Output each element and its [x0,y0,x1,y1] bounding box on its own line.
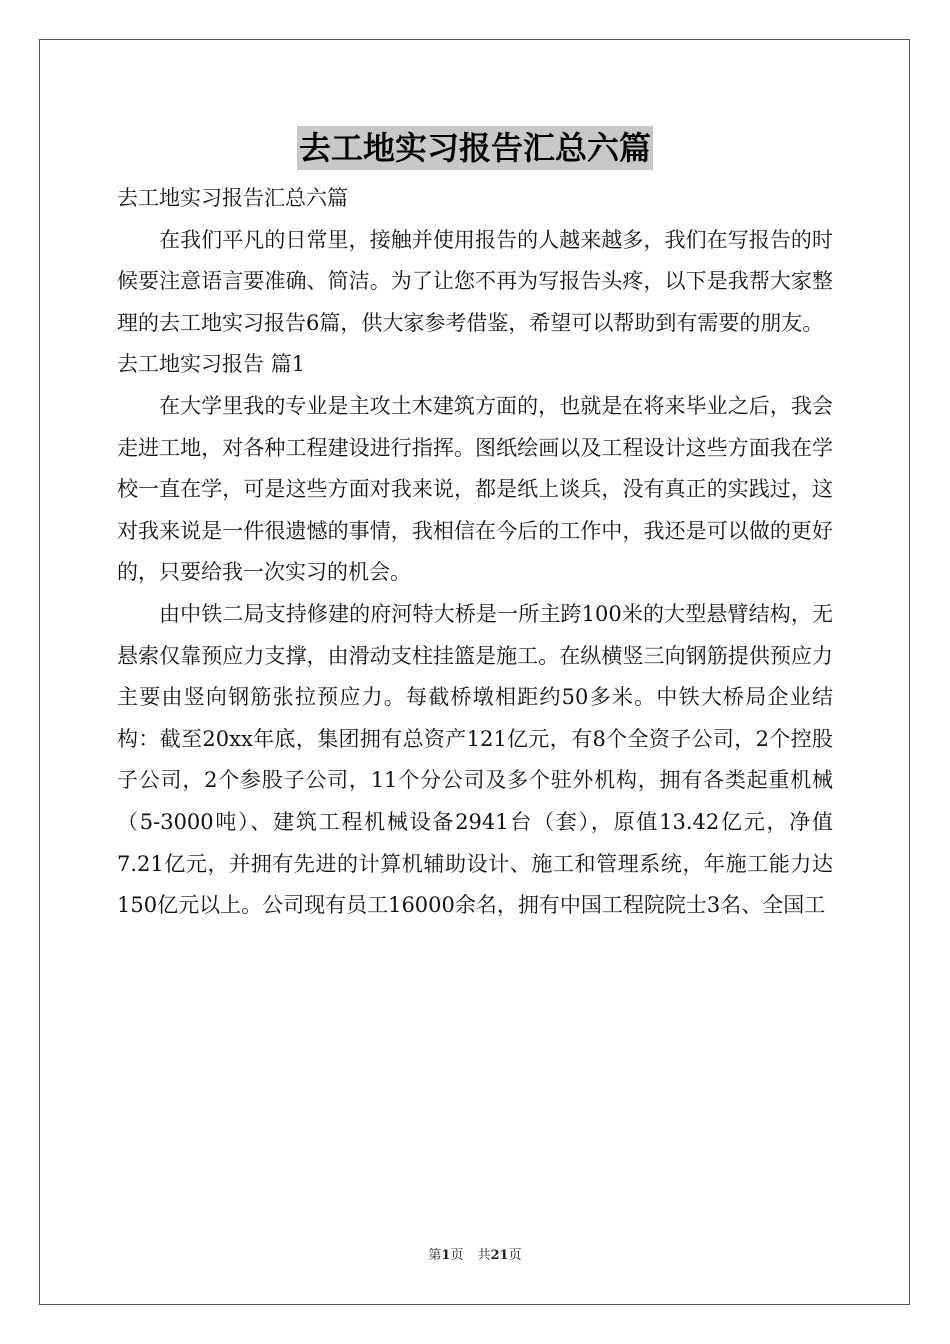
title-area [0,126,950,170]
document-title: 去工地实习报告汇总六篇 [297,126,653,170]
intro-paragraph: 在我们平凡的日常里，接触并使用报告的人越来越多，我们在写报告的时候要注意语言要准确、简洁。为了让您不再为写报告头疼，以下是我帮大家整理的去工地实习报告6篇，供大家参考借鉴，希望可以帮助到有需要的朋友。 [117,227,833,335]
total-unit: 页 [508,1248,522,1263]
total-page-count: 21 [490,1248,509,1263]
body-paragraph: 由中铁二局支持修建的府河特大桥是一所主跨100米的大型悬臂结构，无悬索仅靠预应力支撑，由滑动支柱挂篮是施工。在纵横竖三向钢筋提供预应力主要由竖向钢筋张拉预应力。每截桥墩相距约50多米。中铁大桥局企业结构：截至20xx年底，集团拥有总资产121亿元，有8个全资子公司，2个控股子公司，2个参股子公司，11个分公司及多个驻外机构，拥有各类起重机械（5-3000吨）、建筑工程机械设备2941台（套），原值13.42亿元，净值7.21亿元，并拥有先进的计算机辅助设计、施工和管理系统，年施工能力达150亿元以上。公司现有员工16000余名，拥有中国工程院院士3名、全国工 [117,601,833,918]
document-body [117,178,833,927]
subtitle-paragraph: 去工地实习报告汇总六篇 [117,186,348,210]
total-prefix: 共 [477,1248,491,1263]
body-paragraph: 在大学里我的专业是主攻土木建筑方面的，也就是在将来毕业之后，我会走进工地，对各种工程建设进行指挥。图纸绘画以及工程设计这些方面我在学校一直在学，可是这些方面对我来说，都是纸上谈兵，没有真正的实践过，这对我来说是一件很遗憾的事情，我相信在今后的工作中，我还是可以做的更好的，只要给我一次实习的机会。 [117,393,833,585]
page-footer [0,1247,950,1265]
page-prefix: 第 [428,1248,442,1263]
current-page-number: 1 [441,1248,451,1263]
page-unit: 页 [450,1248,464,1263]
section-heading: 去工地实习报告 篇1 [117,352,306,377]
